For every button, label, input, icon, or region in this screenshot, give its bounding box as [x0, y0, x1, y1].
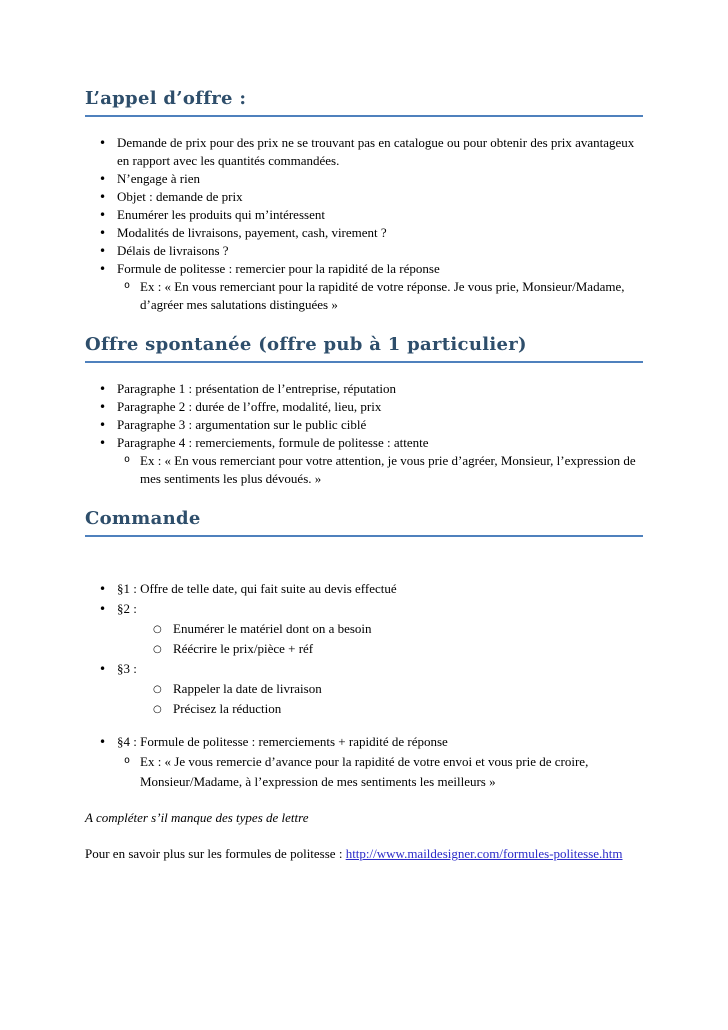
politesse-link[interactable]: http://www.maildesigner.com/formules-politesse.htm — [345, 846, 623, 861]
bullet-item — [85, 398, 643, 416]
footer-text: Pour en savoir plus sur les formules de politesse : — [85, 846, 346, 861]
bullet-item — [85, 260, 643, 314]
bullet-item-text: §3 : — [117, 661, 137, 676]
bullet-item-text: N’engage à rien — [117, 171, 201, 186]
bullet-item-text: Enumérer les produits qui m’intéressent — [117, 207, 325, 222]
section-title: Offre spontanée (offre pub à 1 particulier) — [85, 334, 643, 363]
sub-bullet-item: ○ Rappeler la date de livraison — [117, 679, 643, 699]
bullet-item — [85, 134, 643, 170]
bullet-item-text: Délais de livraisons ? — [117, 243, 229, 258]
bullet-item-text: Paragraphe 3 : argumentation sur le public ciblé — [117, 417, 367, 432]
bullet-item-text: Paragraphe 4 : remerciements, formule de politesse : attente — [117, 435, 429, 450]
bullet-item — [85, 579, 643, 599]
sub-bullet-list — [117, 278, 643, 314]
bullet-item — [85, 188, 643, 206]
section-appel-offre — [85, 88, 643, 314]
sub-bullet-item: ○ Précisez la réduction — [117, 699, 643, 719]
sub-bullet-list — [117, 679, 643, 719]
bullet-item-text: Demande de prix pour des prix ne se trouvant pas en catalogue ou pour obtenir des prix avantageux en rapport avec les quantités commandées. — [117, 135, 635, 168]
section-title: Commande — [85, 508, 643, 537]
bullet-list — [85, 134, 643, 314]
sub-bullet-list — [117, 619, 643, 659]
bullet-item — [85, 170, 643, 188]
section-offre-spontanee — [85, 334, 643, 488]
bullet-item — [85, 732, 643, 792]
bullet-list — [85, 380, 643, 488]
sub-bullet-item: ○ Enumérer le matériel dont on a besoin — [117, 619, 643, 639]
bullet-item-text: Formule de politesse : remercier pour la rapidité de la réponse — [117, 261, 440, 276]
sub-bullet-item: o Ex : « En vous remerciant pour votre attention, je vous prie d’agréer, Monsieur, l’expression de mes sentiments les plus dévoués. » — [117, 452, 643, 488]
bullet-item-text: Objet : demande de prix — [117, 189, 243, 204]
bullet-item-text: §1 : Offre de telle date, qui fait suite au devis effectué — [117, 581, 397, 596]
sub-bullet-list — [117, 452, 643, 488]
footer-paragraph — [85, 845, 643, 863]
bullet-item — [85, 380, 643, 398]
sub-bullet-item: o Ex : « En vous remerciant pour la rapidité de votre réponse. Je vous prie, Monsieur/Madame, d’agréer mes salutations distinguées » — [117, 278, 643, 314]
bullet-item — [85, 242, 643, 260]
bullet-item — [85, 599, 643, 659]
bullet-item — [85, 434, 643, 488]
bullet-item-text: Paragraphe 2 : durée de l’offre, modalité, lieu, prix — [117, 399, 382, 414]
sub-bullet-item: ○ Réécrire le prix/pièce + réf — [117, 639, 643, 659]
bullet-item-text: §2 : — [117, 601, 137, 616]
note-text: A compléter s’il manque des types de lettre — [85, 810, 309, 825]
bullet-item — [85, 206, 643, 224]
section-commande — [85, 508, 643, 792]
bullet-item-text: §4 : Formule de politesse : remerciements + rapidité de réponse — [117, 734, 448, 749]
section-title: L’appel d’offre : — [85, 88, 643, 117]
bullet-item-text: Paragraphe 1 : présentation de l’entreprise, réputation — [117, 381, 397, 396]
bullet-item-text: Modalités de livraisons, payement, cash, virement ? — [117, 225, 387, 240]
sub-bullet-item: o Ex : « Je vous remercie d’avance pour la rapidité de votre envoi et vous prie de croire, Monsieur/Madame, à l’expression de mes sentiments les meilleurs » — [117, 752, 643, 792]
bullet-item — [85, 659, 643, 719]
bullet-list — [85, 579, 643, 792]
bullet-item — [85, 224, 643, 242]
sub-bullet-list — [117, 752, 643, 792]
bullet-item — [85, 416, 643, 434]
